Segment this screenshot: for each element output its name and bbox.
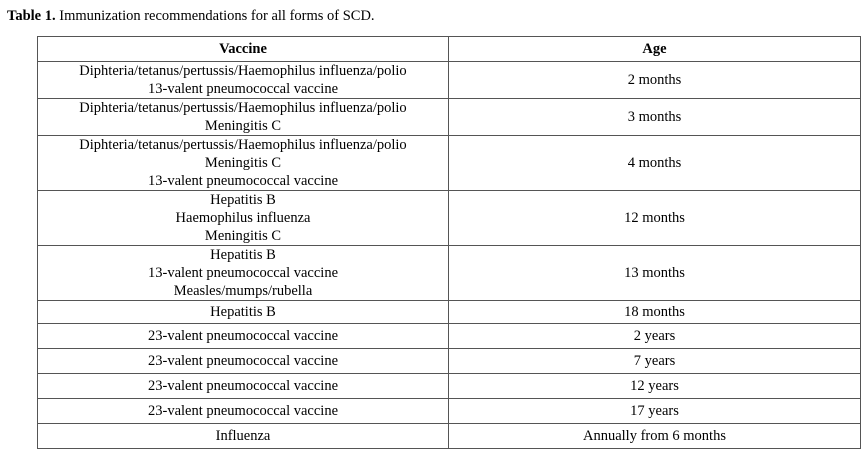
vaccine-cell — [38, 324, 449, 349]
immunization-table — [37, 36, 861, 449]
age-cell: 2 years — [449, 324, 861, 349]
age-cell: 13 months — [449, 246, 861, 301]
vaccine-line: 23-valent pneumococcal vaccine — [147, 328, 338, 344]
vaccine-cell — [38, 301, 449, 324]
vaccine-line: Hepatitis B — [210, 247, 276, 263]
vaccine-cell — [38, 424, 449, 449]
table-row — [38, 424, 861, 449]
vaccine-cell — [38, 246, 449, 301]
age-cell: 12 months — [449, 191, 861, 246]
table-caption — [7, 7, 375, 25]
column-header-vaccine: Vaccine — [38, 37, 449, 62]
table-row — [38, 62, 861, 99]
vaccine-cell — [38, 349, 449, 374]
vaccine-line: Diphteria/tetanus/pertussis/Haemophilus influenza/polio — [79, 100, 407, 116]
table-caption-label: Table 1. — [7, 8, 56, 24]
vaccine-line: 13-valent pneumococcal vaccine — [147, 81, 338, 97]
table-row — [38, 136, 861, 191]
vaccine-cell — [38, 374, 449, 399]
vaccine-cell — [38, 62, 449, 99]
age-cell: Annually from 6 months — [449, 424, 861, 449]
vaccine-line: 13-valent pneumococcal vaccine — [147, 173, 338, 189]
age-cell: 17 years — [449, 399, 861, 424]
vaccine-line: Meningitis C — [204, 228, 282, 244]
vaccine-cell — [38, 99, 449, 136]
vaccine-line: Meningitis C — [204, 155, 282, 171]
age-cell: 7 years — [449, 349, 861, 374]
column-header-age: Age — [449, 37, 861, 62]
vaccine-cell — [38, 191, 449, 246]
age-cell: 3 months — [449, 99, 861, 136]
table-row — [38, 246, 861, 301]
vaccine-line: 23-valent pneumococcal vaccine — [147, 378, 338, 394]
table-header-row — [38, 37, 861, 62]
age-cell: 12 years — [449, 374, 861, 399]
vaccine-line: Meningitis C — [204, 118, 282, 134]
vaccine-line: Measles/mumps/rubella — [173, 283, 313, 299]
vaccine-line: Diphteria/tetanus/pertussis/Haemophilus influenza/polio — [79, 137, 407, 153]
vaccine-line: Influenza — [215, 428, 271, 444]
vaccine-line: Hepatitis B — [210, 304, 276, 320]
vaccine-cell — [38, 136, 449, 191]
vaccine-line: 23-valent pneumococcal vaccine — [147, 403, 338, 419]
table-row — [38, 374, 861, 399]
table-row — [38, 349, 861, 374]
table-row — [38, 191, 861, 246]
table-row — [38, 99, 861, 136]
vaccine-line: 13-valent pneumococcal vaccine — [147, 265, 338, 281]
table-row — [38, 399, 861, 424]
vaccine-line: Haemophilus influenza — [175, 210, 311, 226]
table-row — [38, 324, 861, 349]
age-cell: 4 months — [449, 136, 861, 191]
table-caption-text: Immunization recommendations for all forms of SCD. — [59, 8, 375, 24]
vaccine-line: Diphteria/tetanus/pertussis/Haemophilus influenza/polio — [79, 63, 407, 79]
vaccine-line: Hepatitis B — [210, 192, 276, 208]
vaccine-line: 23-valent pneumococcal vaccine — [147, 353, 338, 369]
table-row — [38, 301, 861, 324]
vaccine-cell — [38, 399, 449, 424]
age-cell: 18 months — [449, 301, 861, 324]
age-cell: 2 months — [449, 62, 861, 99]
